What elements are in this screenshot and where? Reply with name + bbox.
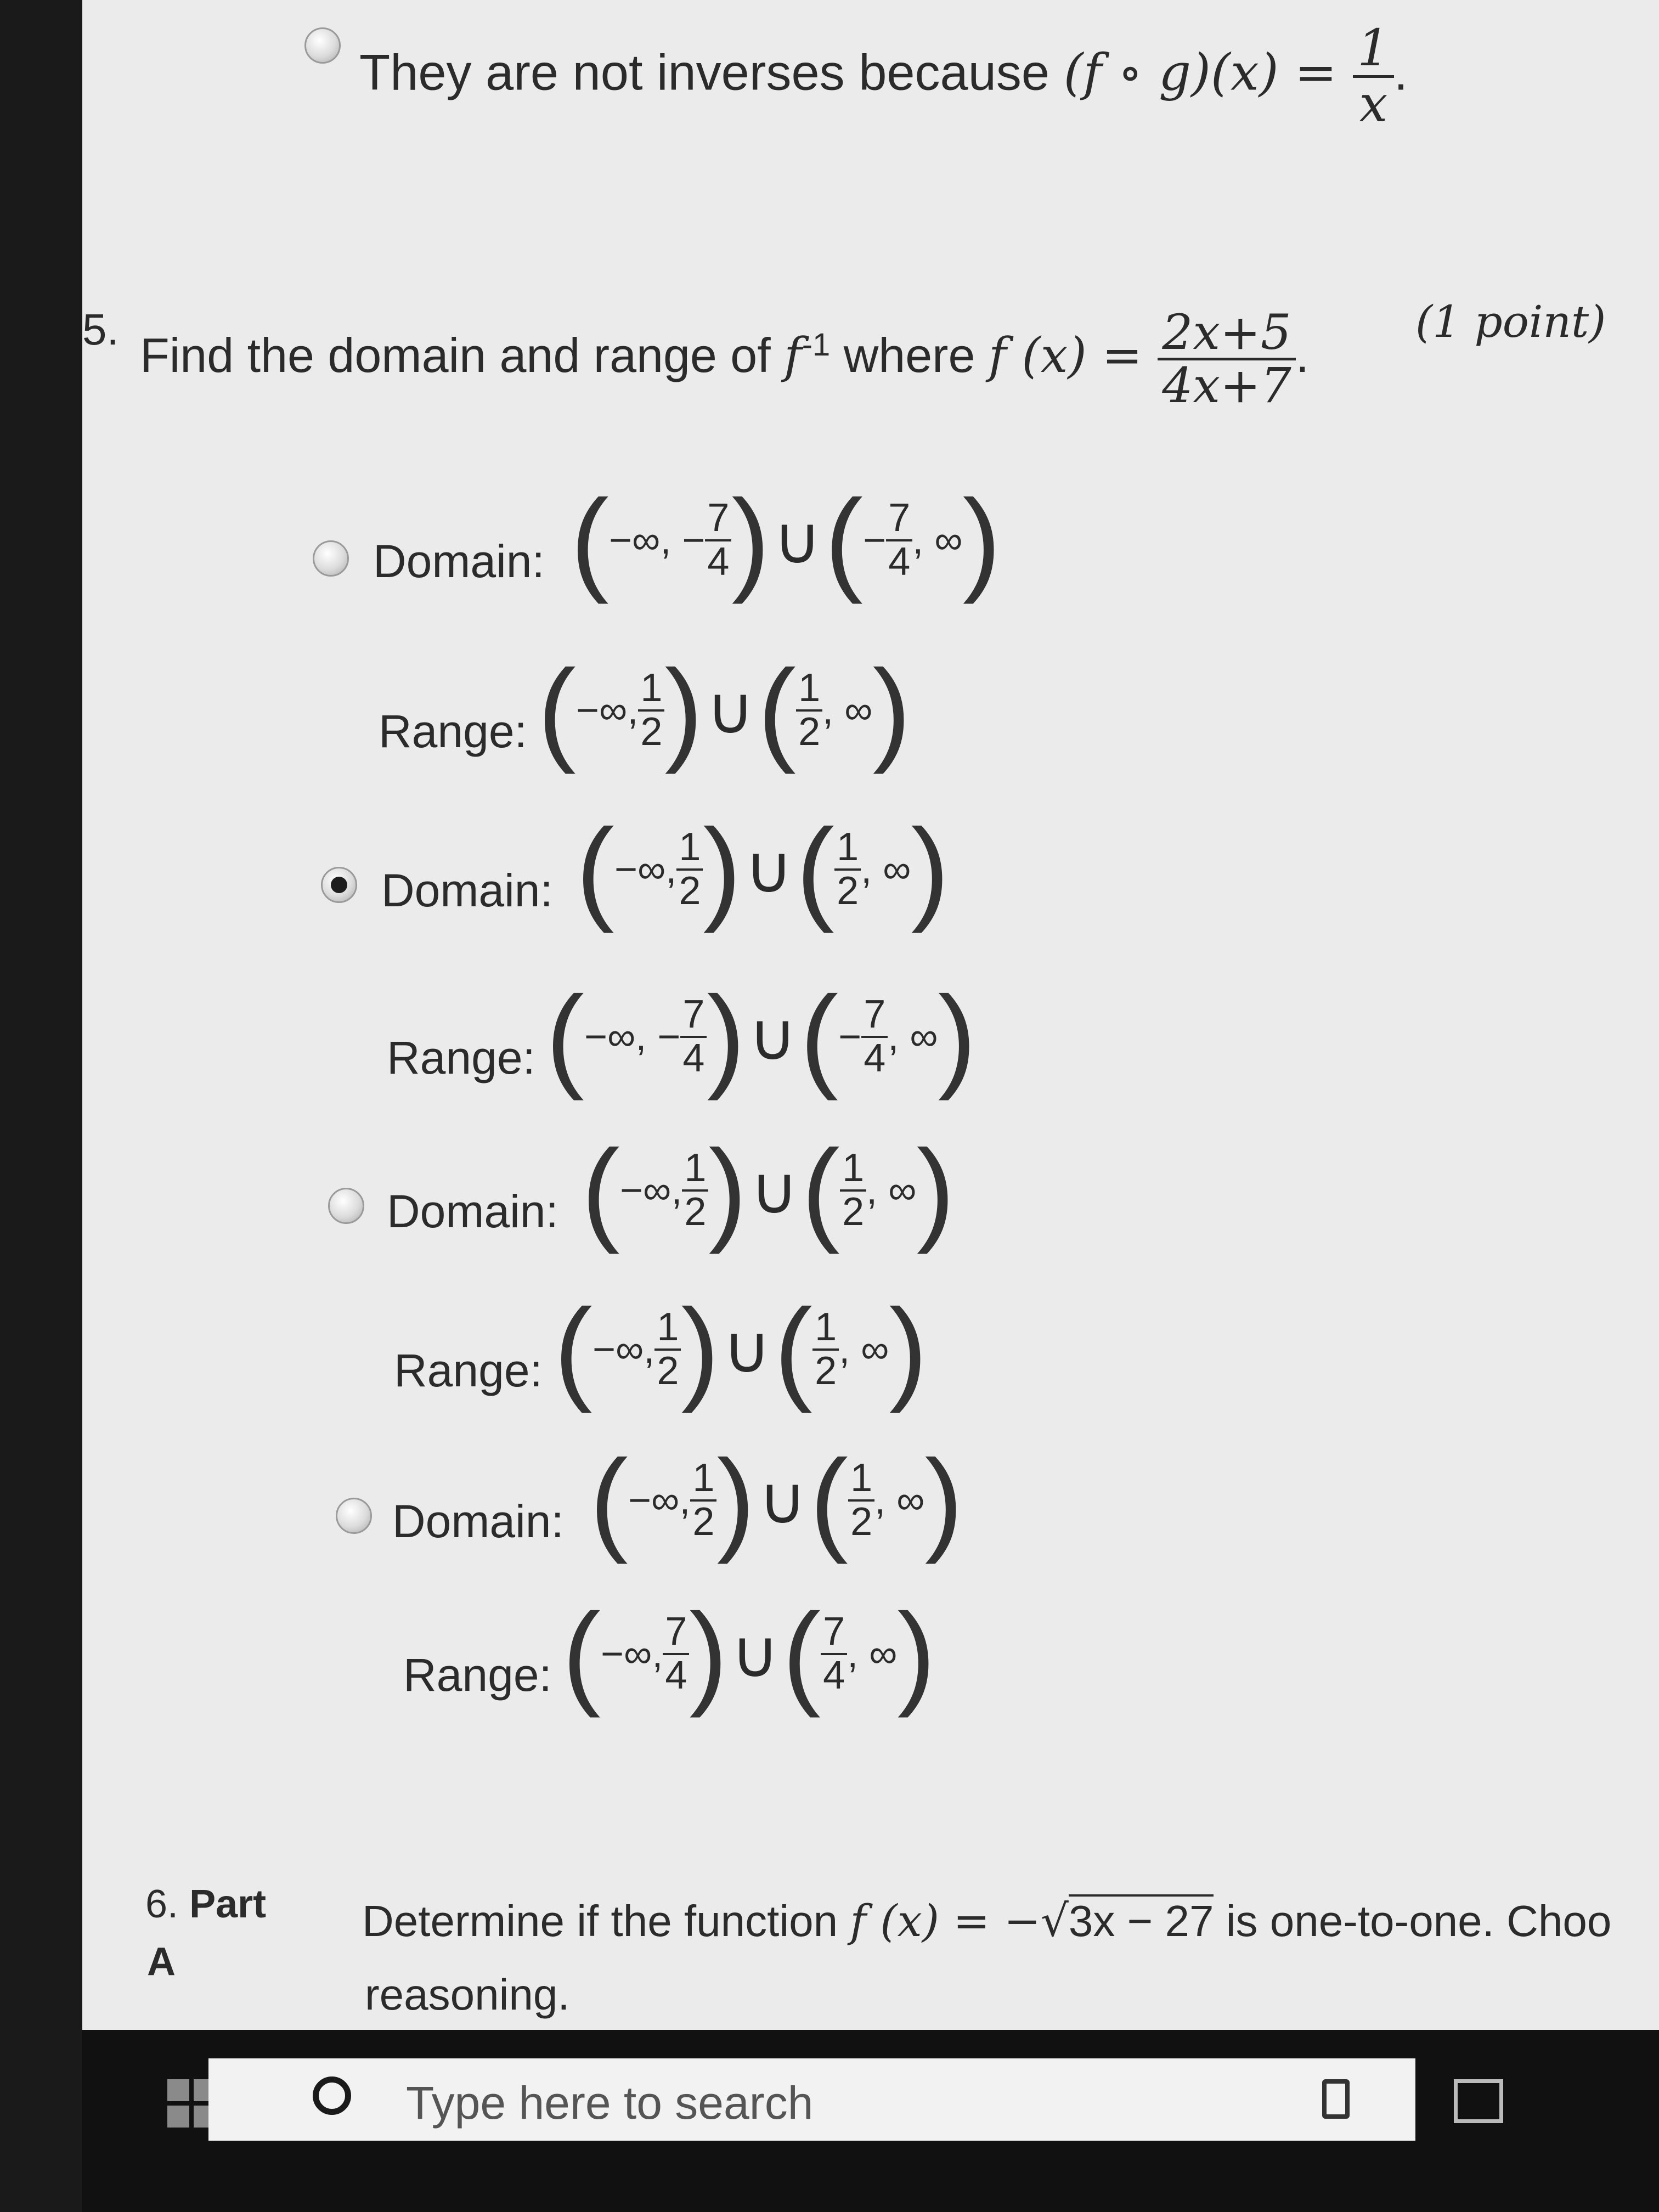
frac-num: 1 (796, 668, 822, 712)
q5-fx: f (x) = (988, 327, 1158, 384)
interval-start: −∞, (628, 1479, 691, 1522)
right-paren: ) (938, 972, 977, 1101)
frac-num: 1 (848, 1458, 874, 1502)
q4-option-label: They are not inverses because (359, 44, 1064, 101)
left-paren: ( (554, 1285, 592, 1414)
q5-denominator: 4x+7 (1162, 357, 1291, 414)
right-paren: ) (962, 476, 1001, 605)
right-paren: ) (703, 805, 742, 934)
q6-radicand: 3x − 27 (1069, 1894, 1214, 1945)
q4-option-expr: (f ∘ g)(x) = (1063, 43, 1353, 102)
frac-num: 1 (676, 827, 703, 871)
frac-den: 4 (682, 1036, 705, 1080)
interval-end: , ∞ (839, 1328, 889, 1372)
union-symbol: ∪ (731, 1617, 780, 1691)
q6-number-text: 6. (145, 1882, 179, 1926)
q6-prompt-tail: is one-to-one. Choo (1214, 1897, 1612, 1945)
frac-num: 7 (705, 498, 731, 541)
right-paren: ) (916, 1126, 955, 1255)
interval-fraction (821, 1611, 847, 1696)
frac-den: 2 (837, 869, 859, 913)
frac-den: 2 (815, 1349, 837, 1393)
left-paren: ( (562, 1589, 601, 1718)
left-paren: ( (546, 972, 584, 1101)
q4-frac-den: x (1359, 74, 1388, 133)
q6-prompt-text: Determine if the function (362, 1897, 850, 1945)
frac-num: 1 (812, 1307, 839, 1351)
frac-den: 2 (640, 710, 663, 754)
interval-fraction (796, 668, 822, 753)
frac-den: 2 (798, 710, 821, 754)
left-paren: ( (590, 1436, 628, 1565)
right-paren: ) (681, 1285, 720, 1414)
interval-start: −∞, (592, 1328, 655, 1372)
interval-fraction (676, 827, 703, 912)
q5-option-2-range (546, 972, 977, 1101)
left-paren: ( (825, 476, 864, 605)
interval-end: , ∞ (861, 848, 911, 891)
q5-option-3-range (554, 1285, 928, 1414)
microphone-icon[interactable] (1322, 2079, 1350, 2119)
right-paren: ) (689, 1589, 728, 1718)
left-paren: ( (774, 1285, 813, 1414)
q6-part-letter: A (147, 1940, 176, 1984)
q5-option-3-radio[interactable] (328, 1188, 364, 1224)
q5-end: . (1295, 328, 1310, 383)
frac-num: 1 (638, 668, 664, 712)
question-6-number (145, 1882, 266, 1927)
frac-num: 7 (821, 1611, 847, 1655)
union-symbol: ∪ (744, 832, 793, 906)
frac-den: 4 (665, 1654, 687, 1697)
q5-points: (1 point) (1415, 296, 1606, 347)
interval-fraction (840, 1148, 866, 1233)
right-paren: ) (708, 1126, 747, 1255)
right-paren: ) (911, 805, 950, 934)
task-view-icon[interactable] (1454, 2079, 1503, 2123)
interval-fraction (861, 994, 888, 1079)
right-paren: ) (716, 1436, 755, 1565)
frac-den: 2 (692, 1500, 715, 1544)
interval-fraction (638, 668, 664, 753)
q5-prompt-text: Find the domain and range of (140, 328, 785, 383)
q5-option-3-domain-label: Domain: (387, 1186, 558, 1237)
frac-num: 7 (861, 994, 888, 1038)
interval-sign: − (838, 1015, 862, 1059)
frac-den: 2 (850, 1500, 873, 1544)
left-paren: ( (782, 1589, 821, 1718)
frac-num: 1 (690, 1458, 716, 1502)
interval-start: −∞, (614, 848, 677, 891)
union-symbol: ∪ (723, 1312, 771, 1386)
frac-den: 2 (679, 869, 701, 913)
question-6-prompt (362, 1895, 1611, 1946)
interval-fraction (682, 1148, 708, 1233)
frac-den: 4 (888, 540, 911, 584)
interval-fraction (834, 827, 861, 912)
interval-start: −∞, − (584, 1015, 681, 1059)
union-symbol: ∪ (758, 1463, 807, 1537)
frac-num: 1 (682, 1148, 708, 1192)
union-symbol: ∪ (750, 1153, 799, 1227)
left-paren: ( (802, 1126, 840, 1255)
q5-numerator: 2x+5 (1158, 307, 1295, 360)
q4-frac-num: 1 (1353, 22, 1394, 78)
q5-option-4-range-label: Range: (403, 1649, 552, 1701)
cortana-circle-icon[interactable] (313, 2076, 351, 2115)
interval-fraction (663, 1611, 689, 1696)
interval-fraction (654, 1307, 681, 1392)
q5-option-1-radio[interactable] (313, 540, 349, 577)
left-paren: ( (538, 646, 576, 775)
interval-fraction (886, 498, 912, 583)
right-paren: ) (707, 972, 746, 1101)
q5-option-1-domain (571, 476, 1001, 605)
q5-option-4-radio[interactable] (336, 1498, 372, 1534)
q5-option-2-radio[interactable] (321, 867, 357, 903)
left-paren: ( (810, 1436, 849, 1565)
q4-option-radio[interactable] (304, 27, 341, 64)
left-paren: ( (796, 805, 835, 934)
question-5-number: 5. (82, 305, 119, 354)
q4-option-text (359, 19, 1408, 133)
q5-option-3-range-label: Range: (394, 1345, 543, 1396)
frac-den: 4 (823, 1654, 845, 1697)
union-symbol: ∪ (706, 673, 755, 747)
right-paren: ) (872, 646, 911, 775)
right-paren: ) (731, 476, 770, 605)
frac-num: 1 (834, 827, 861, 871)
frac-num: 1 (840, 1148, 866, 1192)
interval-fraction (680, 994, 707, 1079)
right-paren: ) (889, 1285, 928, 1414)
q5-option-2-domain-label: Domain: (381, 865, 553, 916)
interval-sign: − (863, 518, 887, 562)
q6-part: Part (189, 1882, 267, 1926)
q5-option-4-domain (590, 1436, 963, 1565)
q5-option-2-domain (576, 805, 950, 934)
quiz-page (82, 0, 1659, 2030)
interval-start: −∞, (619, 1169, 682, 1212)
q5-option-4-range (562, 1589, 936, 1718)
interval-fraction (848, 1458, 874, 1543)
frac-den: 4 (864, 1036, 886, 1080)
frac-num: 1 (654, 1307, 681, 1351)
frac-den: 4 (707, 540, 730, 584)
left-paren: ( (758, 646, 797, 775)
frac-den: 2 (684, 1190, 707, 1234)
taskbar-search-placeholder[interactable]: Type here to search (406, 2077, 814, 2129)
left-paren: ( (800, 972, 839, 1101)
interval-start: −∞, (575, 689, 639, 732)
frac-den: 2 (842, 1190, 865, 1234)
right-paren: ) (897, 1589, 936, 1718)
left-paren: ( (571, 476, 609, 605)
left-paren: ( (576, 805, 614, 934)
q5-finv-sup: -1 (802, 326, 831, 363)
frac-num: 7 (886, 498, 912, 541)
interval-start: −∞, (600, 1632, 663, 1676)
interval-end: , ∞ (866, 1169, 917, 1212)
q6-fx: f (x) = −√ (850, 1895, 1069, 1946)
interval-end: , ∞ (847, 1632, 898, 1676)
union-symbol: ∪ (748, 1000, 797, 1074)
q4-end: . (1393, 44, 1408, 101)
interval-end: , ∞ (888, 1015, 938, 1059)
q5-option-4-domain-label: Domain: (392, 1496, 564, 1547)
interval-end: , ∞ (912, 518, 963, 562)
interval-end: , ∞ (822, 689, 873, 732)
q5-option-1-range (538, 646, 911, 775)
left-paren: ( (582, 1126, 620, 1255)
question-5-prompt (140, 304, 1310, 414)
interval-fraction (705, 498, 731, 583)
q5-where: where (830, 328, 989, 383)
q6-prompt-line2: reasoning. (365, 1970, 570, 2019)
q5-option-2-range-label: Range: (387, 1032, 535, 1084)
frac-num: 7 (663, 1611, 689, 1655)
interval-end: , ∞ (874, 1479, 925, 1522)
interval-fraction (812, 1307, 839, 1392)
frac-den: 2 (657, 1349, 679, 1393)
right-paren: ) (924, 1436, 963, 1565)
q4-fraction (1353, 19, 1394, 133)
q5-option-1-range-label: Range: (379, 706, 527, 757)
q5-fraction (1158, 304, 1295, 414)
q5-option-3-domain (582, 1126, 955, 1255)
q5-finv: f (784, 327, 802, 384)
union-symbol: ∪ (773, 503, 822, 577)
frac-num: 7 (680, 994, 707, 1038)
right-paren: ) (664, 646, 703, 775)
q5-option-1-domain-label: Domain: (373, 535, 545, 587)
interval-start: −∞, − (608, 518, 706, 562)
interval-fraction (690, 1458, 716, 1543)
